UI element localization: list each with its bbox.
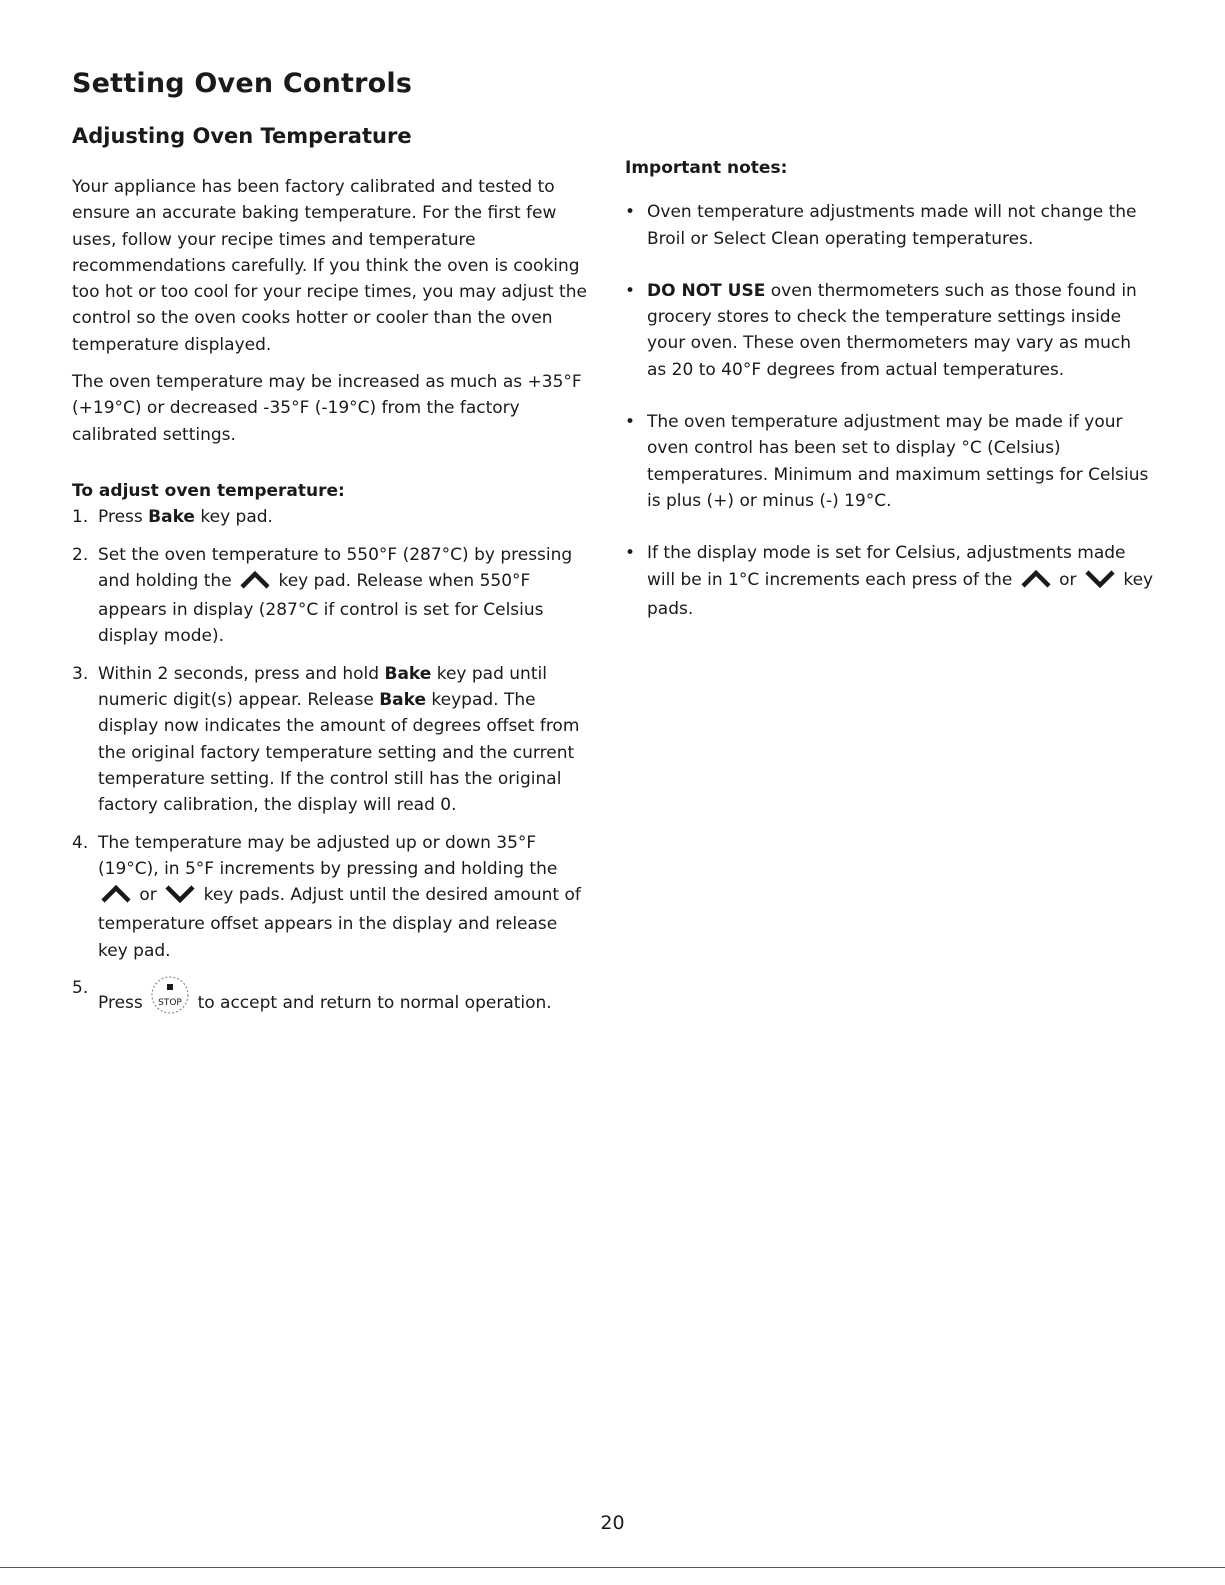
bottom-rule xyxy=(0,1567,1225,1568)
list-item xyxy=(72,542,592,650)
up-arrow-icon xyxy=(100,885,132,911)
bake-key-label: Bake xyxy=(148,507,195,528)
list-item xyxy=(625,540,1155,622)
step-text: Press Bake key pad. xyxy=(98,507,273,528)
step-text: The temperature may be adjusted up or down 35°F (19°C), in 5°F increments by pressing and holding the or key pads. Adjust until the desired amount of temperature offset appears in the display and release key pad. xyxy=(98,832,581,961)
bake-key-label: Bake xyxy=(379,690,427,711)
step-text: Within 2 seconds, press and hold Bake key pad until numeric digit(s) appear. Release Bake keypad. The display now indicates the amount of degrees offset from the original factory temperature setting and the current temperature setting. If the control still has the original factory calibration, the display will read 0. xyxy=(98,663,580,816)
procedure-heading: To adjust oven temperature: xyxy=(72,480,345,501)
note-text: If the display mode is set for Celsius, adjustments made will be in 1°C increments each press of the or key pads. xyxy=(647,543,1154,619)
stop-button-icon xyxy=(150,975,190,1023)
notes-list xyxy=(625,199,1155,622)
bullet: • xyxy=(625,412,636,433)
step-text: Press STOP to accept and return to normal operation. xyxy=(98,975,592,1023)
right-column xyxy=(625,155,1155,648)
note-text: Oven temperature adjustments made will not change the Broil or Select Clean operating temperatures. xyxy=(647,202,1137,249)
bullet: • xyxy=(625,280,636,301)
step-number: 1. xyxy=(72,507,89,528)
list-item xyxy=(625,278,1155,383)
down-arrow-icon xyxy=(1084,570,1116,596)
step-number: 5. xyxy=(72,978,89,999)
list-item xyxy=(625,199,1155,252)
list-item xyxy=(625,409,1155,514)
notes-heading: Important notes: xyxy=(625,158,788,178)
step-number: 2. xyxy=(72,544,89,565)
bullet: • xyxy=(625,202,636,223)
up-arrow-icon xyxy=(1020,570,1052,596)
stop-button-label: STOP xyxy=(158,998,183,1009)
list-item xyxy=(72,830,592,964)
list-item xyxy=(72,975,592,1023)
bullet: • xyxy=(625,543,636,564)
page-number: 20 xyxy=(600,1512,625,1534)
range-paragraph: The oven temperature may be increased as much as +35°F (+19°C) or decreased -35°F (-19°C) from the factory calibrated settings. xyxy=(72,372,582,445)
note-text: DO NOT USE oven thermometers such as those found in grocery stores to check the temperature settings inside your oven. These oven thermometers may vary as much as 20 to 40°F degrees from actual temperatures. xyxy=(647,280,1137,380)
step-number: 3. xyxy=(72,663,89,684)
step-number: 4. xyxy=(72,832,89,853)
warning-label: DO NOT USE xyxy=(647,280,766,301)
list-item xyxy=(72,661,592,819)
list-item xyxy=(72,504,592,530)
section-title: Adjusting Oven Temperature xyxy=(72,124,412,148)
down-arrow-icon xyxy=(164,885,196,911)
up-arrow-icon xyxy=(239,571,271,597)
step-text: Set the oven temperature to 550°F (287°C) by pressing and holding the key pad. Release when 550°F appears in display (287°C if control is set for Celsius display mode). xyxy=(98,544,573,647)
bake-key-label: Bake xyxy=(384,663,432,684)
page-title: Setting Oven Controls xyxy=(72,68,413,99)
left-column xyxy=(72,174,592,1034)
adjust-steps-list xyxy=(72,504,592,1023)
note-text: The oven temperature adjustment may be made if your oven control has been set to display °C (Celsius) temperatures. Minimum and maximum settings for Celsius is plus (+) or minus (-) 19°C. xyxy=(647,412,1149,511)
intro-paragraph: Your appliance has been factory calibrated and tested to ensure an accurate baking temperature. For the first few uses, follow your recipe times and temperature recommendations carefully. If you think the oven is cooking too hot or too cool for your recipe times, you may adjust the control so the oven cooks hotter or cooler than the oven temperature displayed. xyxy=(72,177,587,355)
